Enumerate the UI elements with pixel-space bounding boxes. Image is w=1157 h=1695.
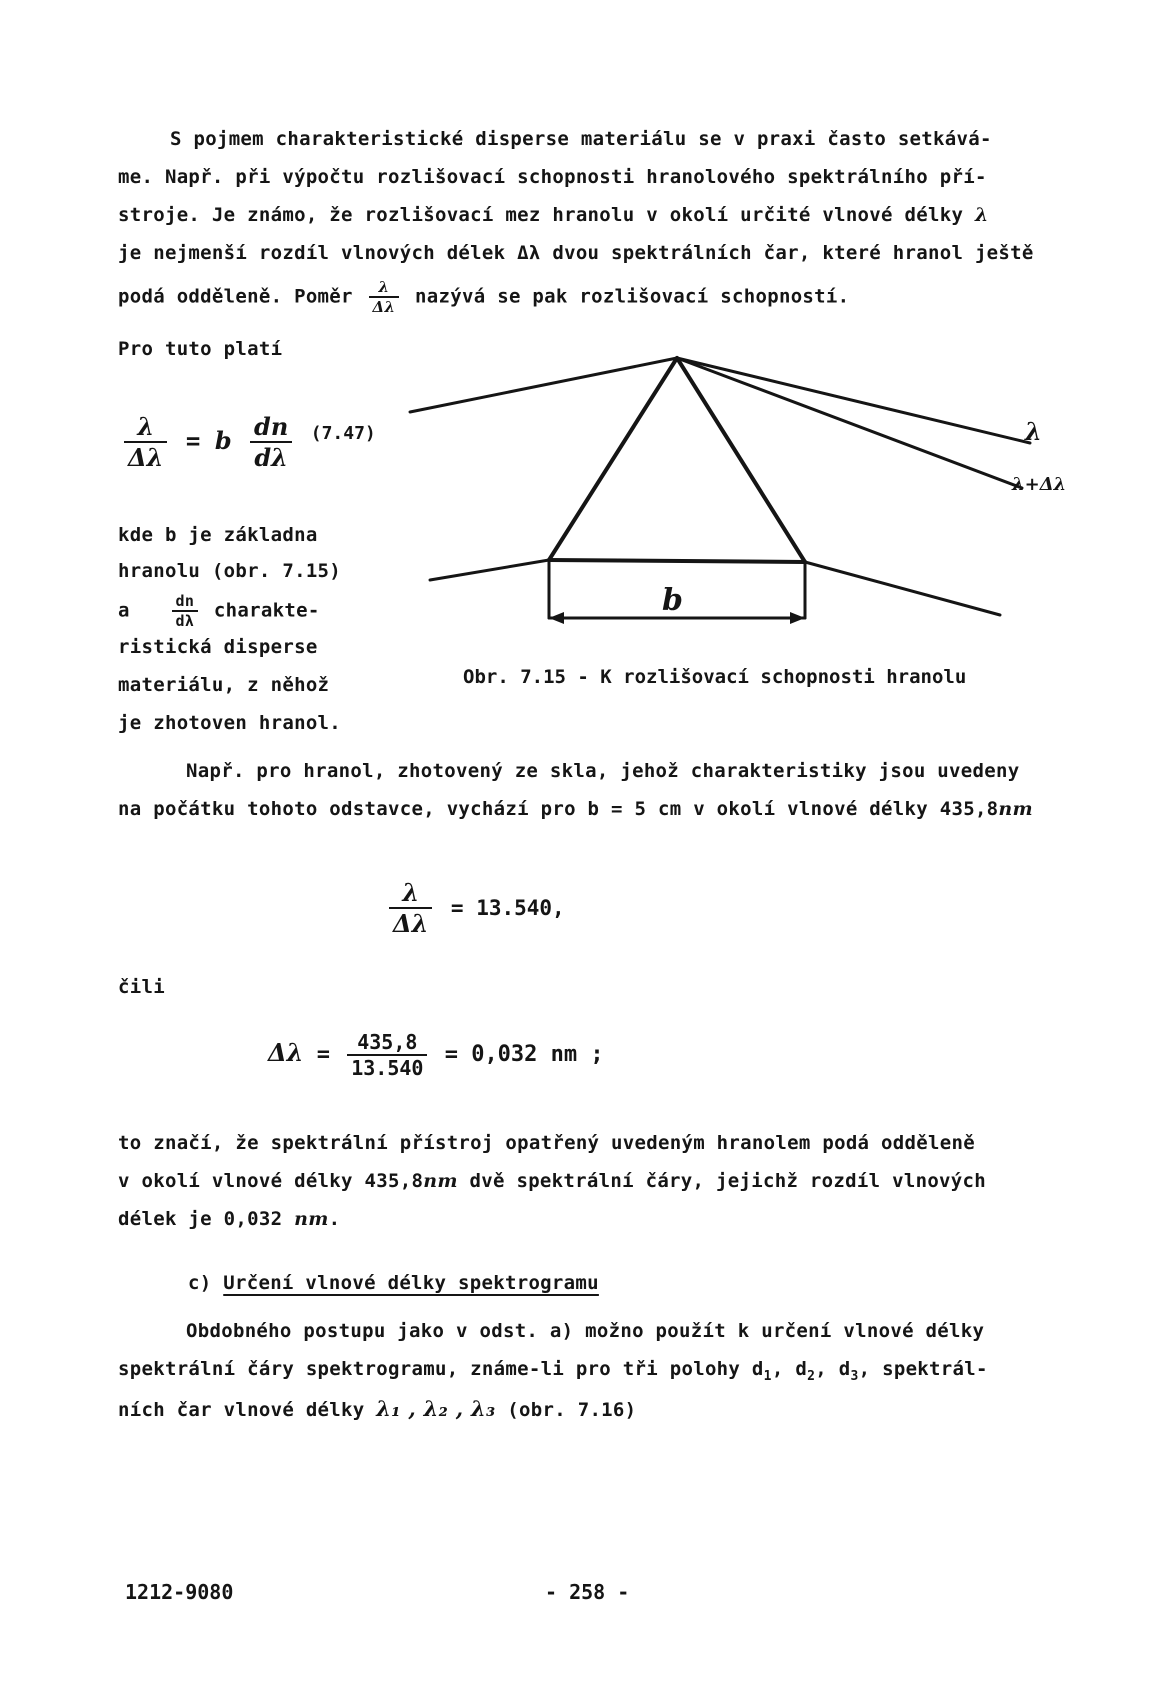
note-line-1: kde b je základna [118, 524, 318, 546]
note-frac-num: dn [172, 592, 199, 612]
delta-equals: = [316, 1042, 330, 1067]
incoming-ray-base [430, 560, 549, 580]
delta-num: 435,8 [347, 1030, 427, 1056]
note-line-3 [118, 592, 320, 630]
prism-diagram [400, 340, 1100, 640]
conclusion-line-1: to značí, že spektrální přístroj opatřený uvedeným hranolem podá odděleně [118, 1132, 975, 1154]
label-b: b [662, 583, 683, 618]
section-c-title: Určení vlnové délky spektrogramu [223, 1272, 599, 1294]
section-body-line-2-b: spektrál- [882, 1358, 988, 1380]
intro-line-5 [118, 278, 849, 316]
conclusion-line-3-a: délek je 0,032 [118, 1208, 283, 1230]
note-line-6: je zhotoven hranol. [118, 712, 342, 734]
intro-line-5-b: nazývá se pak rozlišovací schopností. [415, 285, 850, 308]
delta-lhs: Δλ [268, 1038, 304, 1067]
delta-fraction [347, 1030, 427, 1080]
conclusion-line-2-b: dvě spektrální čáry, jejichž rozdíl vlnových [469, 1170, 987, 1192]
equation-7-47 [120, 412, 376, 472]
delta-den: 13.540 [351, 1056, 424, 1080]
page-number: - 258 - [545, 1580, 630, 1604]
ratio-fraction [389, 878, 432, 938]
eq747-lhs-den: Δλ [128, 443, 164, 472]
note-dispersion-fraction [172, 592, 199, 630]
outgoing-ray-base [805, 562, 1000, 615]
pro-tuto-line: Pro tuto platí [118, 338, 283, 360]
figure-caption: Obr. 7.15 - K rozlišovací schopnosti hranolu [463, 666, 967, 688]
intro-line-2: me. Např. při výpočtu rozlišovací schopnosti hranolového spektrálního pří- [118, 166, 987, 188]
prism-base-edge [549, 560, 805, 562]
d3: $d_3$, [838, 1358, 871, 1384]
section-c-prefix: c) [188, 1272, 212, 1294]
intro-lambda-symbol: λ [974, 204, 989, 226]
intro-line-4: je nejmenší rozdíl vlnových délek Δλ dvou spektrálních čar, které hranol ještě [118, 242, 1034, 264]
eq747-lhs-num: λ [124, 412, 167, 443]
section-body-line-2 [118, 1358, 988, 1384]
section-c-heading [188, 1272, 599, 1294]
section-body-line-3-a: ních čar vlnové délky [118, 1399, 365, 1421]
outgoing-ray-lambda [677, 358, 1030, 443]
intro-ratio-num: λ [369, 278, 400, 298]
intro-ratio-fraction [369, 278, 400, 316]
ratio-num: λ [389, 878, 432, 909]
conclusion-line-2 [118, 1170, 986, 1192]
d1: $d_1$, [751, 1358, 784, 1384]
eq747-equals: = [185, 427, 201, 455]
example-line-2 [118, 798, 1033, 820]
eq747-rhs-den: dλ [254, 443, 288, 472]
note-line-5: materiálu, z něhož [118, 674, 330, 696]
arrowhead-right [790, 612, 805, 624]
cili-line: čili [118, 976, 165, 998]
outgoing-ray-lambda-delta [677, 358, 1022, 488]
intro-line-1: S pojmem charakteristické disperse materiálu se v praxi často setkává- [170, 128, 992, 150]
eq747-tag: (7.47) [310, 423, 376, 444]
ratio-den: Δλ [393, 909, 429, 938]
intro-ratio-den: Δλ [372, 298, 396, 316]
conclusion-line-2-a: v okolí vlnové délky 435,8 [118, 1170, 424, 1192]
incoming-ray-top [410, 358, 677, 412]
section-body-line-1: Obdobného postupu jako v odst. a) možno použít k určení vlnové délky [186, 1320, 985, 1342]
label-lambda: λ [1025, 417, 1042, 446]
prism-right-edge [677, 358, 805, 562]
conclusion-line-3 [118, 1208, 340, 1230]
conclusion-unit-1: nm [423, 1170, 458, 1192]
lambda-list: λ₁ , λ₂ , λ₃ [376, 1396, 496, 1421]
note-line-3-b: charakte- [213, 599, 320, 622]
note-frac-den: dλ [175, 612, 195, 630]
note-line-2: hranolu (obr. 7.15) [118, 560, 342, 582]
d2: $d_2$, [795, 1358, 827, 1384]
arrowhead-left [549, 612, 564, 624]
footer-code: 1212-9080 [125, 1580, 234, 1604]
intro-line-3-text: stroje. Je známo, že rozlišovací mez hranolu v okolí určité vlnové délky [118, 204, 964, 226]
section-body-line-3 [118, 1396, 636, 1421]
note-line-3-a: a [118, 599, 130, 622]
section-body-line-3-b: (obr. 7.16) [507, 1399, 637, 1421]
ratio-rhs: = 13.540, [450, 896, 565, 920]
prism-left-edge [549, 358, 677, 560]
example-line-2-text: na počátku tohoto odstavce, vychází pro b = 5 cm v okolí vlnové délky 435,8 [118, 798, 999, 820]
example-unit: nm [998, 798, 1033, 820]
eq747-rhs-fraction [250, 412, 292, 472]
eq747-lhs-fraction [124, 412, 167, 472]
eq747-rhs-num: dn [250, 412, 292, 443]
intro-line-5-a: podá odděleně. Poměr [118, 285, 353, 308]
example-line-1: Např. pro hranol, zhotovený ze skla, jehož charakteristiky jsou uvedeny [186, 760, 1020, 782]
conclusion-unit-2: nm [294, 1208, 329, 1230]
intro-line-3 [118, 204, 989, 226]
delta-rhs: = 0,032 nm ; [444, 1042, 604, 1067]
label-lambda-delta: λ+Δλ [1012, 474, 1067, 495]
equation-ratio [385, 878, 565, 938]
note-line-4: ristická disperse [118, 636, 318, 658]
section-body-line-2-a: spektrální čáry spektrogramu, známe-li pro tři polohy [118, 1358, 741, 1380]
equation-delta-lambda [268, 1030, 604, 1080]
eq747-b: b [214, 426, 232, 455]
conclusion-line-3-b: . [328, 1208, 341, 1230]
